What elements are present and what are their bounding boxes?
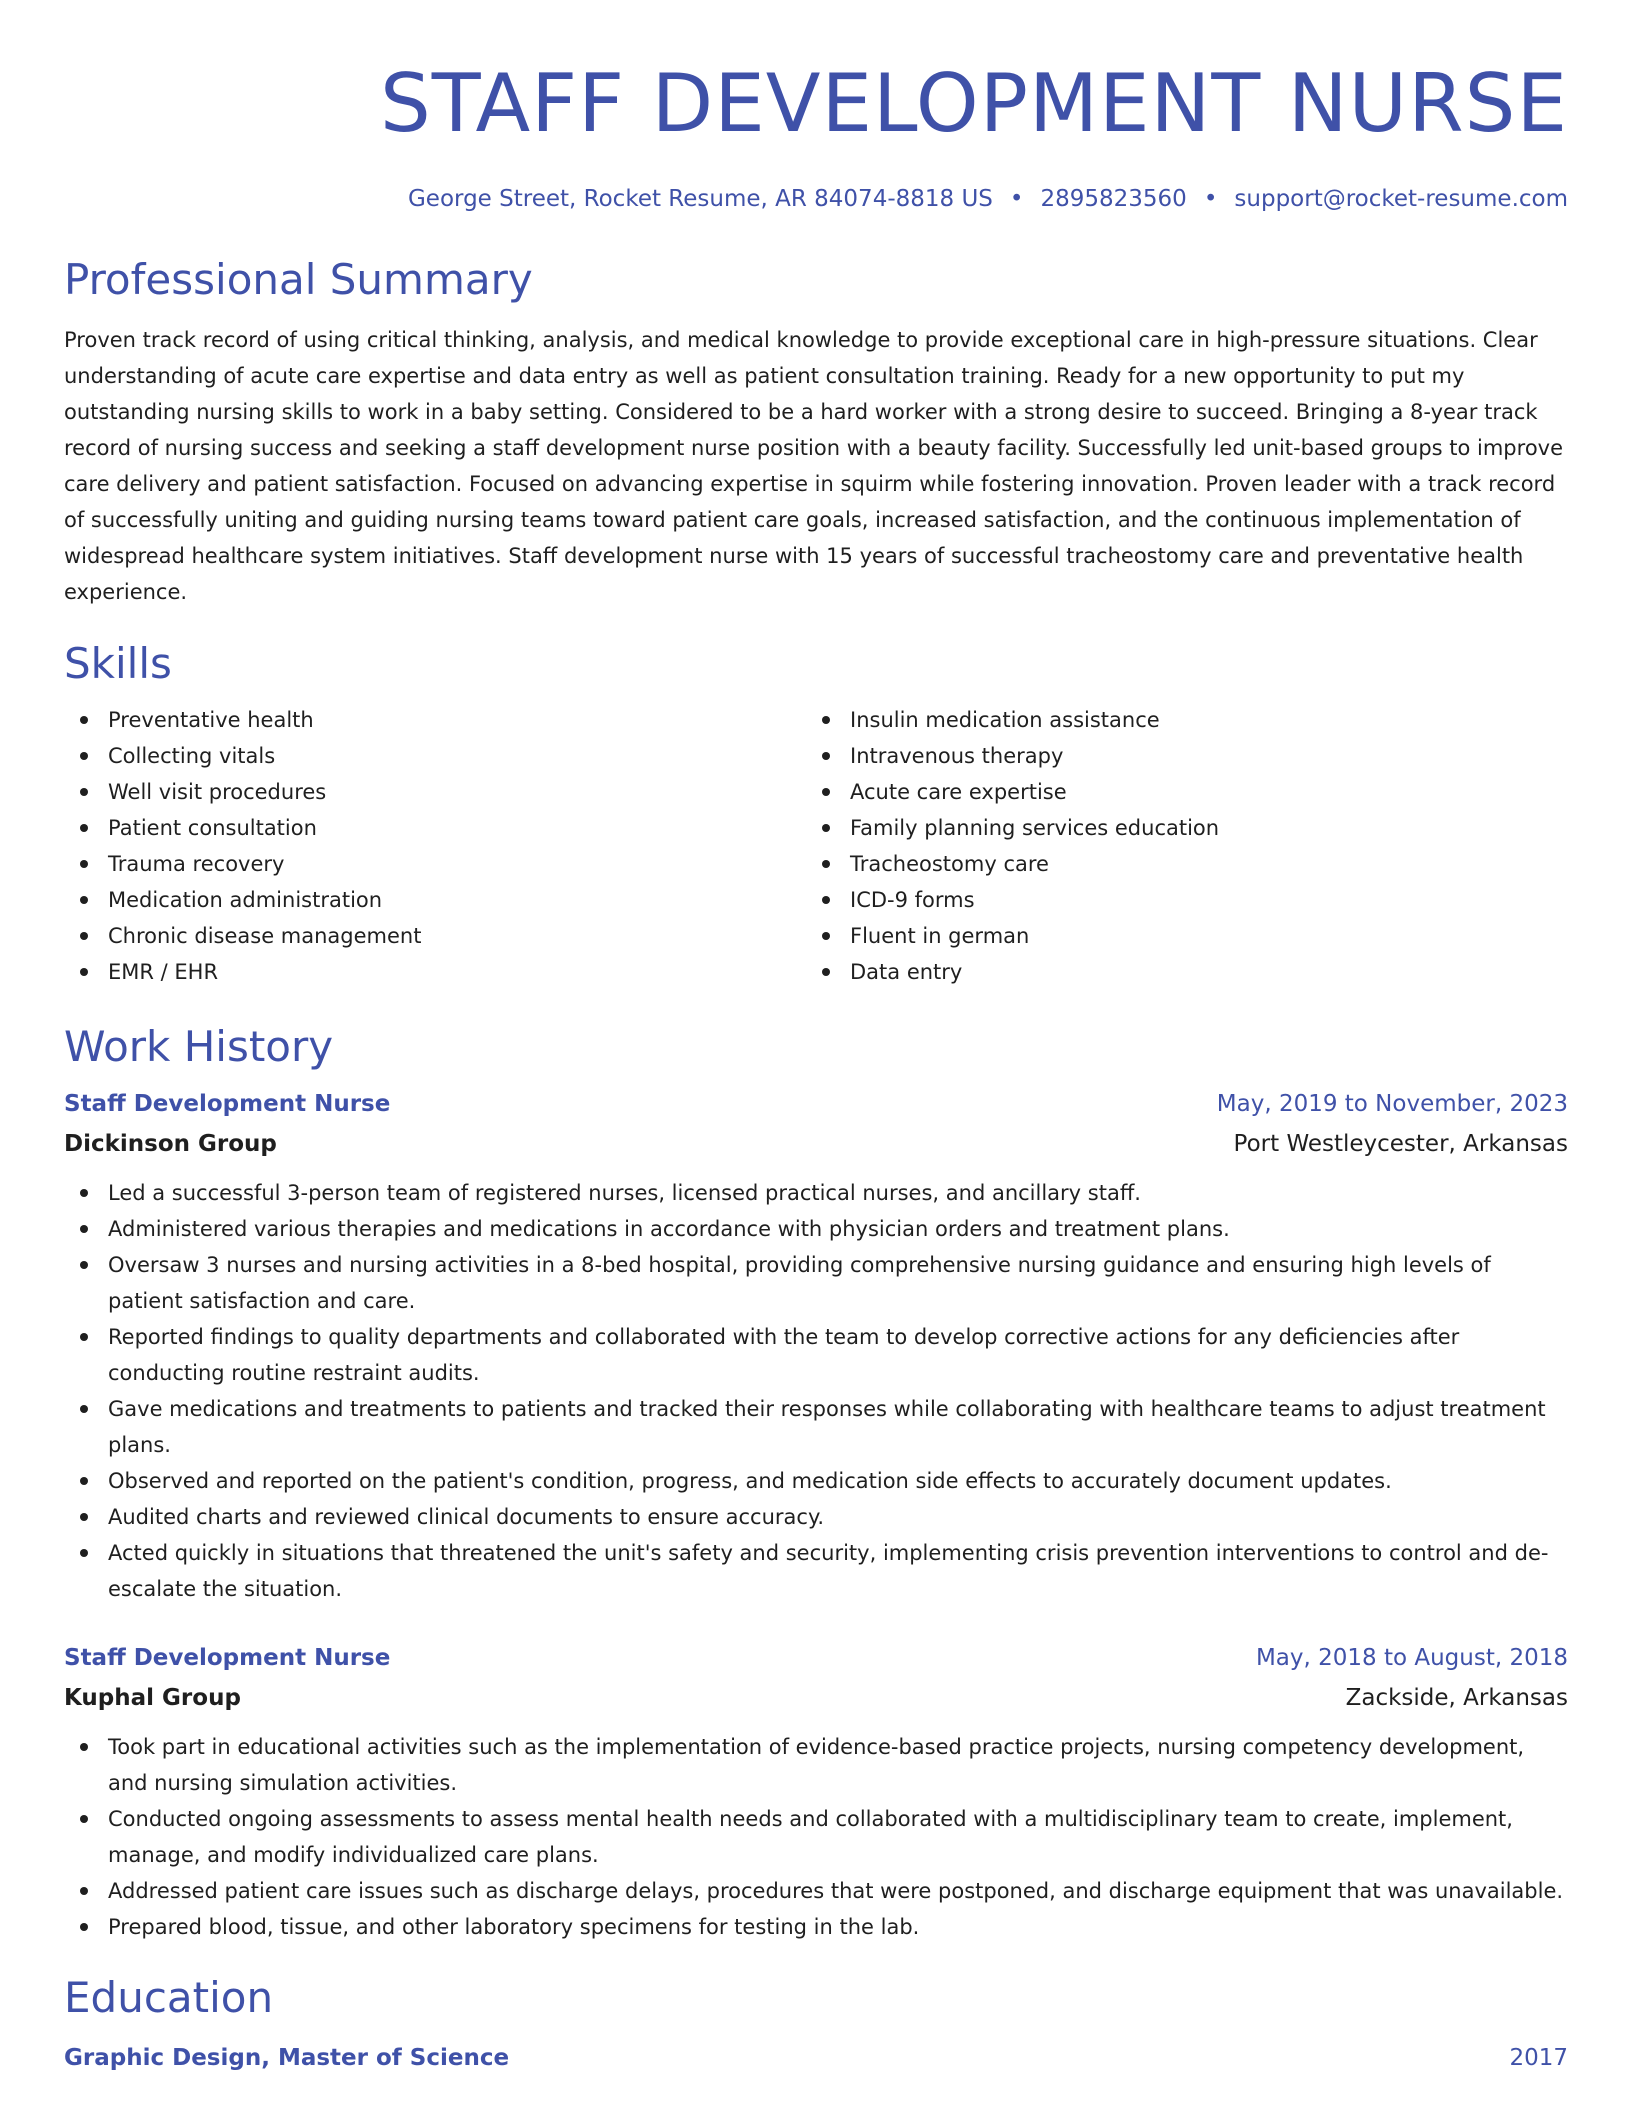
job-bullet: Conducted ongoing assessments to assess mental health needs and collaborated with a multidisciplinary team to create, implement, manage, and modify individualized care plans. <box>64 1801 1568 1873</box>
contact-email[interactable]: support@rocket-resume.com <box>1234 186 1568 212</box>
job-title: Staff Development Nurse <box>64 1091 391 1117</box>
job-subheader <box>64 1683 1568 1713</box>
job-bullet: Led a successful 3-person team of registered nurses, licensed practical nurses, and ancillary staff. <box>64 1175 1568 1211</box>
resume-page <box>64 0 1568 2073</box>
education-year: 2017 <box>1509 2045 1568 2071</box>
job-location: Zackside, Arkansas <box>1345 1685 1568 1711</box>
job-location: Port Westleycester, Arkansas <box>1233 1131 1568 1157</box>
contact-line <box>64 184 1568 214</box>
skill-item: EMR / EHR <box>64 954 806 990</box>
job-company: Dickinson Group <box>64 1131 277 1157</box>
skill-item: Data entry <box>806 954 1548 990</box>
job-bullets <box>64 1175 1568 1607</box>
education-degree: Graphic Design, Master of Science <box>64 2045 510 2071</box>
skill-item: Intravenous therapy <box>806 738 1548 774</box>
job-bullet: Took part in educational activities such as the implementation of evidence-based practice projects, nursing competency development, and nursing simulation activities. <box>64 1729 1568 1801</box>
skill-item: Insulin medication assistance <box>806 702 1548 738</box>
job-bullet: Administered various therapies and medications in accordance with physician orders and treatment plans. <box>64 1211 1568 1247</box>
summary-heading: Professional Summary <box>64 255 533 304</box>
job-bullet: Gave medications and treatments to patients and tracked their responses while collaborating with healthcare teams to adjust treatment plans. <box>64 1391 1568 1463</box>
job-bullets <box>64 1729 1568 1945</box>
skill-item: Medication administration <box>64 882 806 918</box>
skill-item: Tracheostomy care <box>806 846 1548 882</box>
skill-item: Chronic disease management <box>64 918 806 954</box>
job-bullet: Oversaw 3 nurses and nursing activities in a 8-bed hospital, providing comprehensive nursing guidance and ensuring high levels of patient satisfaction and care. <box>64 1247 1568 1319</box>
contact-separator: • <box>1203 186 1218 212</box>
job-dates: May, 2018 to August, 2018 <box>1255 1645 1568 1671</box>
skill-item: Acute care expertise <box>806 774 1548 810</box>
job-bullet: Addressed patient care issues such as discharge delays, procedures that were postponed, and discharge equipment that was unavailable. <box>64 1873 1568 1909</box>
job-bullet: Audited charts and reviewed clinical documents to ensure accuracy. <box>64 1499 1568 1535</box>
job-title: Staff Development Nurse <box>64 1645 391 1671</box>
job-dates: May, 2019 to November, 2023 <box>1216 1091 1568 1117</box>
contact-separator: • <box>1009 186 1024 212</box>
skill-item: Collecting vitals <box>64 738 806 774</box>
skill-item: Preventative health <box>64 702 806 738</box>
education-heading: Education <box>64 1973 274 2022</box>
skill-item: ICD-9 forms <box>806 882 1548 918</box>
skill-item: Fluent in german <box>806 918 1548 954</box>
job-header <box>64 1643 1568 1673</box>
skills-column-left <box>64 702 806 990</box>
job-bullet: Prepared blood, tissue, and other laboratory specimens for testing in the lab. <box>64 1909 1568 1945</box>
education-entry <box>64 2043 1568 2073</box>
summary-text: Proven track record of using critical thinking, analysis, and medical knowledge to provide exceptional care in high-pressure situations. Clear understanding of acute care expertise and data entry as well as patient consultation training. Ready for a new opportunity to put my outstanding nursing skills to work in a baby setting. Considered to be a hard worker with a strong desire to succeed. Bringing a 8-year track record of nursing success and seeking a staff development nurse position with a beauty facility. Successfully led unit-based groups to improve care delivery and patient satisfaction. Focused on advancing expertise in squirm while fostering innovation. Proven leader with a track record of successfully uniting and guiding nursing teams toward patient care goals, increased satisfaction, and the continuous implementation of widespread healthcare system initiatives. Staff development nurse with 15 years of successful tracheostomy care and preventative health experience. <box>64 328 1564 604</box>
candidate-name: STAFF DEVELOPMENT NURSE <box>380 57 1568 150</box>
job-entry <box>64 1089 1568 1607</box>
contact-phone[interactable]: 2895823560 <box>1040 186 1187 212</box>
job-company: Kuphal Group <box>64 1685 241 1711</box>
job-subheader <box>64 1129 1568 1159</box>
skills-list <box>64 702 1568 990</box>
skill-item: Patient consultation <box>64 810 806 846</box>
job-header <box>64 1089 1568 1119</box>
work-history-heading: Work History <box>64 1022 334 1071</box>
skills-heading: Skills <box>64 639 172 688</box>
job-bullet: Observed and reported on the patient's condition, progress, and medication side effects to accurately document updates. <box>64 1463 1568 1499</box>
job-entry <box>64 1643 1568 1945</box>
contact-address: George Street, Rocket Resume, AR 84074-8818 US <box>407 186 993 212</box>
job-bullet: Acted quickly in situations that threatened the unit's safety and security, implementing crisis prevention interventions to control and de-escalate the situation. <box>64 1535 1568 1607</box>
skill-item: Family planning services education <box>806 810 1548 846</box>
skills-column-right <box>806 702 1548 990</box>
skill-item: Well visit procedures <box>64 774 806 810</box>
skill-item: Trauma recovery <box>64 846 806 882</box>
job-bullet: Reported findings to quality departments and collaborated with the team to develop corrective actions for any deficiencies after conducting routine restraint audits. <box>64 1319 1568 1391</box>
